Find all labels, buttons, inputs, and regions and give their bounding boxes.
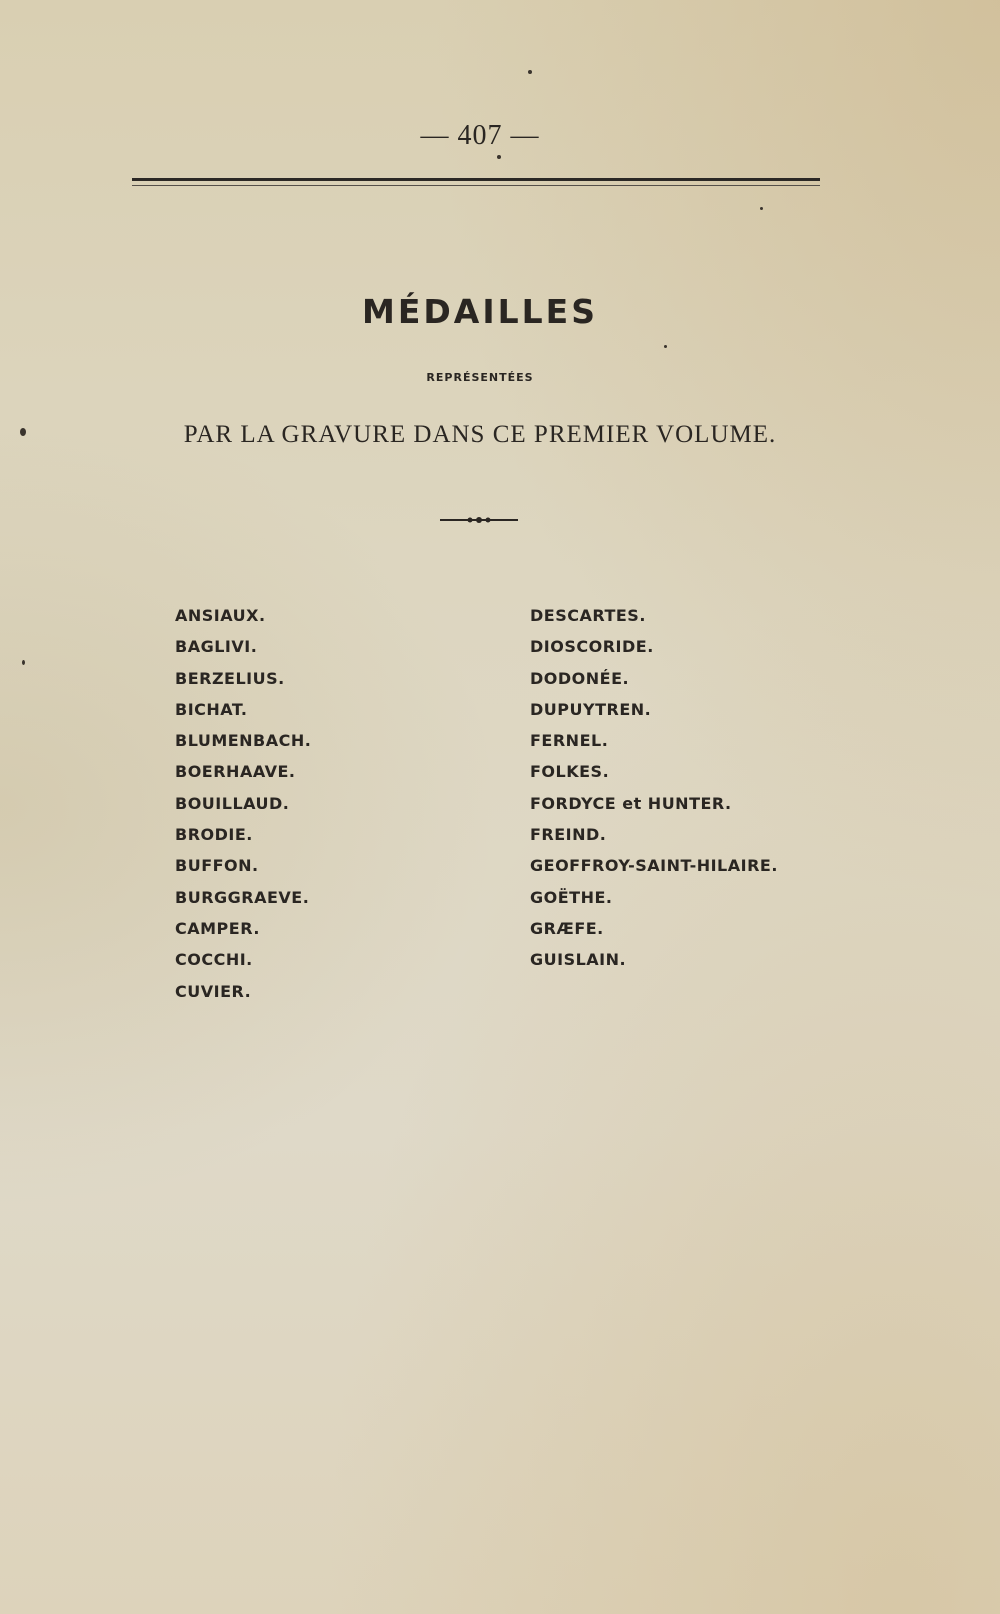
list-item: FOLKES. [530, 762, 610, 782]
list-item: BURGGRAEVE. [175, 887, 310, 907]
names-column-left [175, 600, 311, 1007]
list-item: BUFFON. [175, 856, 259, 876]
list-item: BOUILLAUD. [175, 793, 290, 813]
list-item: CAMPER. [175, 918, 260, 938]
list-item: CUVIER. [175, 981, 252, 1001]
paper-speck [528, 70, 532, 74]
list-item: ANSIAUX. [175, 606, 266, 625]
list-item: GEOFFROY-SAINT-HILAIRE. [530, 856, 778, 876]
list-item: BICHAT. [175, 699, 248, 719]
list-item: GOËTHE. [530, 887, 613, 907]
list-item: BRODIE. [175, 825, 253, 845]
page-title: MÉDAILLES [362, 292, 598, 331]
header-rule [132, 178, 820, 181]
list-item: DUPUYTREN. [530, 699, 652, 719]
list-item: DESCARTES. [530, 606, 646, 625]
page-number: — 407 — [420, 120, 540, 151]
list-item: BOERHAAVE. [175, 762, 296, 782]
list-item: COCCHI. [175, 950, 253, 970]
subtitle: PAR LA GRAVURE DANS CE PREMIER VOLUME. [183, 421, 777, 448]
list-item: DIOSCORIDE. [530, 637, 654, 657]
names-column-right [530, 600, 778, 976]
paper-speck [664, 345, 667, 348]
list-item: BERZELIUS. [175, 668, 285, 688]
header-rule-thin [132, 185, 820, 186]
list-item: FORDYCE et HUNTER. [530, 793, 732, 813]
list-item: GRÆFE. [530, 918, 604, 938]
list-item: BLUMENBACH. [175, 731, 312, 751]
paper-speck [497, 155, 501, 159]
paper-speck [20, 428, 26, 436]
ornament-divider [440, 515, 518, 525]
list-item: FREIND. [530, 825, 607, 845]
list-item: GUISLAIN. [530, 950, 627, 970]
paper-speck [760, 207, 763, 210]
list-item: DODONÉE. [530, 668, 630, 688]
list-item: FERNEL. [530, 731, 609, 751]
paper-speck [22, 660, 25, 665]
subtitle-small: REPRÉSENTÉES [426, 371, 534, 384]
list-item: BAGLIVI. [175, 637, 258, 657]
